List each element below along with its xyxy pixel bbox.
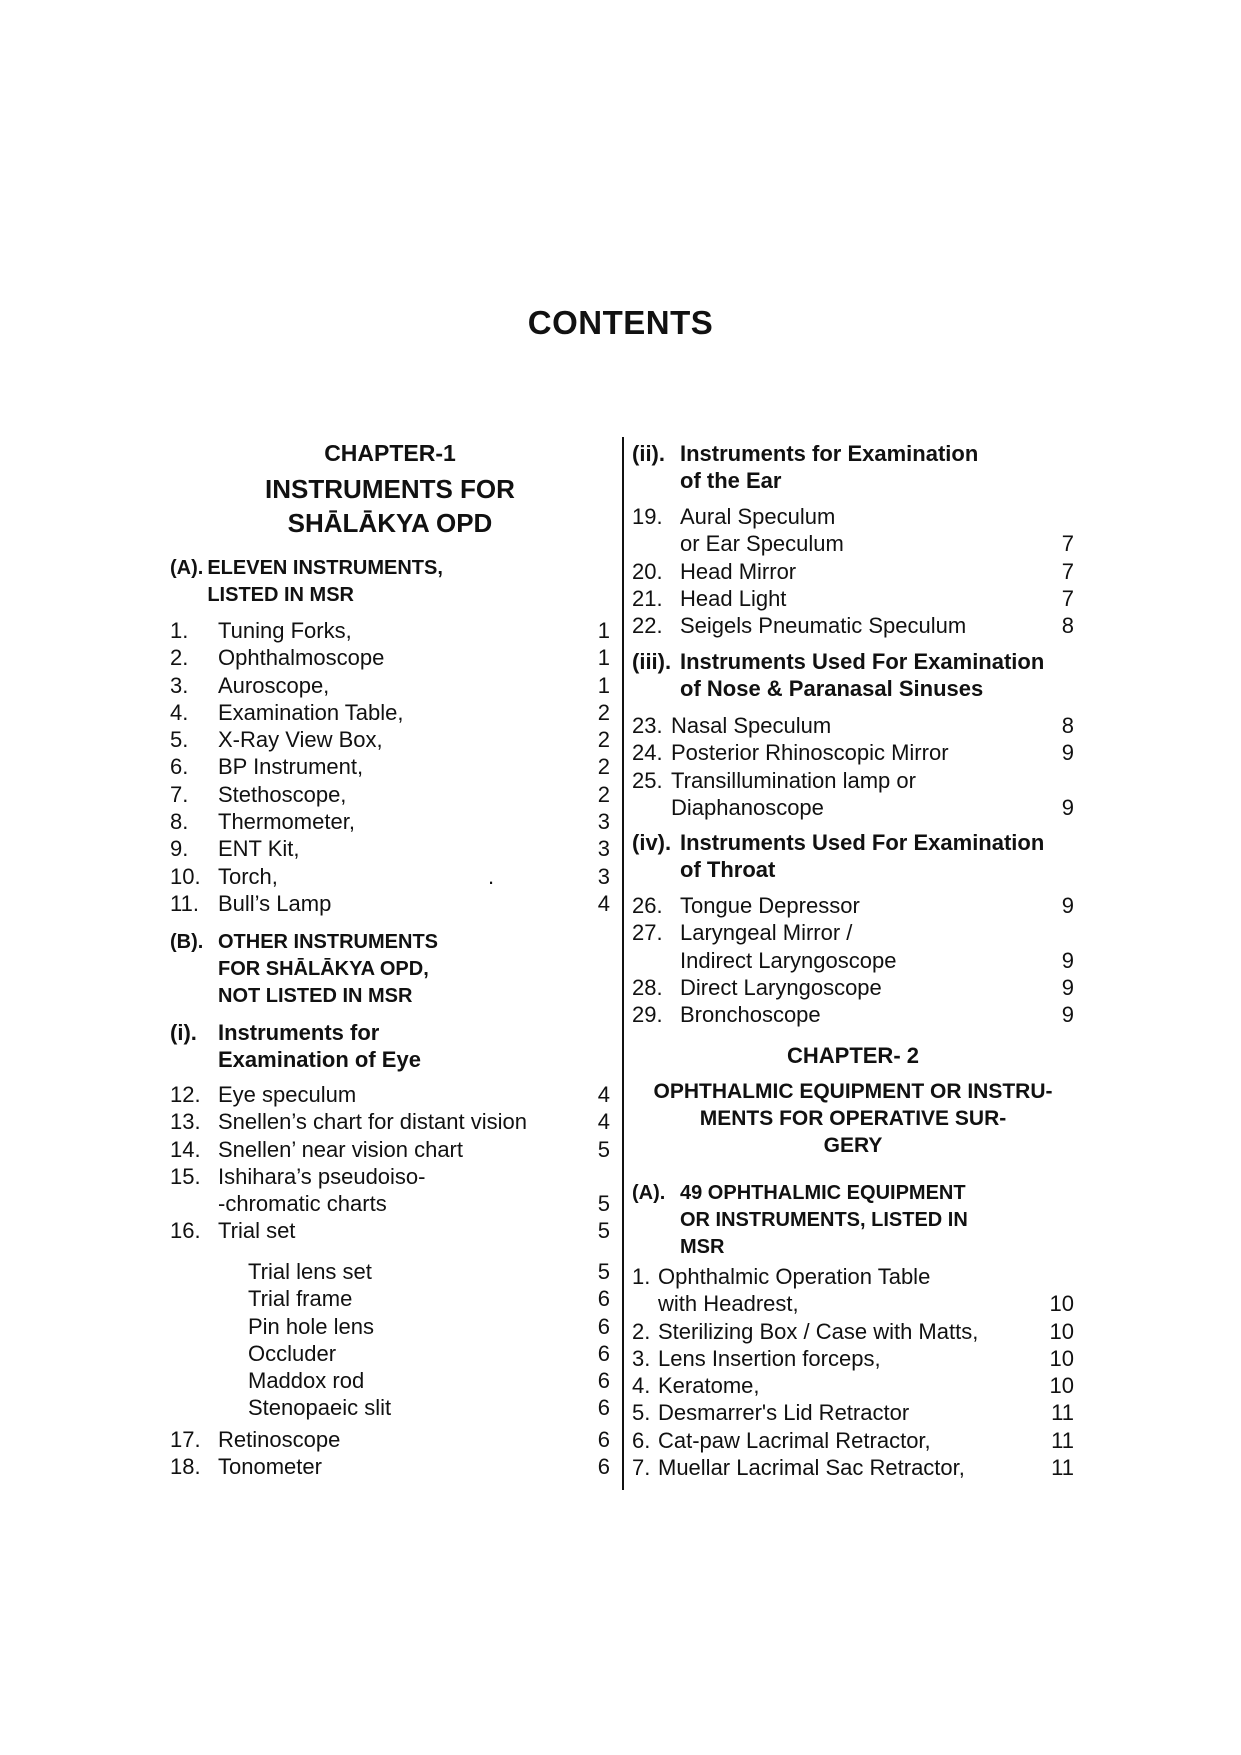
list-iv — [632, 892, 1074, 1028]
list-iii — [632, 712, 1074, 821]
toc-entry-number: 9. — [170, 836, 189, 862]
toc-entry-title: ENT Kit, — [218, 836, 300, 862]
toc-entry-page: 9 — [1061, 794, 1074, 820]
toc-entry-title: Maddox rod — [248, 1368, 365, 1394]
toc-entry-title: Torch, — [218, 863, 278, 889]
chapter-1-title-line-1: INSTRUMENTS FOR — [265, 474, 515, 504]
section-label: (iii). — [632, 649, 672, 674]
toc-entry-number: 4. — [632, 1373, 651, 1399]
toc-entry-title: Trial set — [218, 1218, 296, 1244]
toc-entry — [632, 585, 1074, 612]
toc-entry — [632, 1345, 1074, 1372]
toc-entry-number: 20. — [632, 558, 663, 584]
toc-entry-title: Head Light — [680, 585, 787, 611]
toc-entry — [170, 753, 610, 780]
toc-entry-page: 10 — [1049, 1373, 1074, 1399]
section-ii-heading — [632, 440, 1074, 494]
toc-entry-number: 27. — [632, 920, 663, 946]
toc-entry-title: Cat-paw Lacrimal Retractor, — [658, 1427, 931, 1453]
toc-entry-page: 6 — [597, 1340, 610, 1366]
toc-entry-title: Auroscope, — [218, 672, 330, 698]
toc-entry — [170, 1340, 610, 1367]
page-title: CONTENTS — [527, 304, 714, 341]
toc-entry-number: 28. — [632, 974, 663, 1000]
toc-entry-number: 18. — [170, 1454, 201, 1480]
toc-entry — [632, 1263, 1074, 1318]
toc-entry-number: 5. — [632, 1400, 651, 1426]
chapter-2-number: CHAPTER- 2 — [786, 1043, 919, 1068]
toc-entry-number: 7. — [170, 781, 189, 807]
toc-entry-page: 11 — [1051, 1400, 1074, 1426]
toc-entry-title: Trial frame — [248, 1286, 353, 1312]
toc-entry-title: Desmarrer's Lid Retractor — [658, 1400, 910, 1426]
chapter-1-number: CHAPTER-1 — [324, 440, 456, 466]
toc-entry-number: 8. — [170, 809, 189, 835]
toc-entry-title: Ishihara’s pseudoiso- -chromatic charts — [218, 1163, 426, 1217]
toc-entry-title: Stethoscope, — [218, 781, 347, 807]
toc-entry-page: 1 — [597, 618, 610, 643]
list-trial-set — [170, 1258, 610, 1422]
toc-entry — [632, 1001, 1074, 1028]
toc-entry-title: Occluder — [248, 1340, 337, 1366]
toc-entry-number: 17. — [170, 1427, 201, 1452]
toc-entry-title: Direct Laryngoscope — [680, 974, 882, 1000]
toc-entry-page: 7 — [1061, 531, 1074, 557]
toc-entry-page: 4 — [597, 1082, 610, 1107]
toc-entry — [170, 1217, 610, 1244]
section-text: Instruments Used For Examination of Throat — [680, 830, 1045, 882]
toc-entry-page: 7 — [1061, 558, 1074, 584]
toc-entry-page: 9 — [1061, 947, 1074, 973]
toc-entry-page: 2 — [597, 781, 610, 807]
toc-entry — [170, 863, 610, 890]
toc-entry-page: 8 — [1061, 713, 1074, 738]
toc-entry-title: Examination Table, — [218, 699, 404, 725]
toc-entry-number: 23. — [632, 713, 663, 738]
toc-entry-number: 22. — [632, 613, 663, 639]
toc-entry — [632, 503, 1074, 558]
toc-entry-title: Laryngeal Mirror / Indirect Laryngoscope — [680, 920, 897, 973]
toc-entry-number: 21. — [632, 585, 663, 611]
toc-entry-number: 2. — [632, 1318, 651, 1344]
toc-entry-number: 14. — [170, 1136, 201, 1162]
section-label: (ii). — [632, 441, 665, 466]
toc-entry-page: 9 — [1061, 1002, 1074, 1028]
toc-entry-number: 11. — [170, 890, 199, 916]
toc-entry-page: 5 — [597, 1191, 610, 1217]
toc-entry-number: 3. — [632, 1345, 651, 1371]
toc-entry-number: 13. — [170, 1109, 201, 1135]
list-end — [170, 1426, 610, 1481]
toc-entry — [632, 612, 1074, 639]
toc-entry — [170, 644, 610, 671]
toc-entry-page: 5 — [597, 1136, 610, 1162]
toc-entry-number: 26. — [632, 893, 663, 918]
toc-entry-number: 3. — [170, 672, 189, 698]
chapter-2-title-line-1: OPHTHALMIC EQUIPMENT OR INSTRU- — [653, 1080, 1053, 1103]
list-ii — [632, 503, 1074, 639]
toc-entry — [170, 1426, 610, 1453]
list-a — [170, 617, 610, 917]
toc-entry-page: 6 — [597, 1395, 610, 1421]
toc-entry-title: Head Mirror — [680, 558, 797, 584]
section-iii-heading — [632, 648, 1074, 702]
toc-entry-title: Seigels Pneumatic Speculum — [680, 613, 967, 639]
toc-entry — [170, 1394, 610, 1421]
toc-entry — [170, 726, 610, 753]
toc-entry-number: 16. — [170, 1218, 201, 1244]
toc-entry-page: 4 — [597, 890, 610, 916]
toc-entry-page: 2 — [597, 754, 610, 780]
toc-entry-title: Aural Speculum or Ear Speculum — [680, 504, 844, 557]
toc-entry-title: Ophthalmic Operation Table with Headrest, — [658, 1264, 931, 1317]
section-label: (A). — [170, 557, 204, 579]
toc-entry — [632, 1399, 1074, 1426]
toc-entry-page: 11 — [1051, 1455, 1074, 1481]
toc-entry-title: X-Ray View Box, — [218, 727, 383, 753]
section-label: (iv). — [632, 830, 672, 855]
toc-entry-page: 9 — [1061, 893, 1074, 918]
toc-entry-number: 12. — [170, 1082, 201, 1107]
toc-entry-title: Ophthalmoscope — [218, 645, 385, 671]
section-text: OTHER INSTRUMENTS FOR SHĀLĀKYA OPD, NOT LISTED IN MSR — [218, 931, 438, 1007]
toc-entry — [632, 1318, 1074, 1345]
toc-entry — [170, 617, 610, 644]
toc-entry-title: Thermometer, — [218, 809, 355, 835]
toc-entry-title: BP Instrument, — [218, 754, 364, 780]
toc-entry — [170, 1313, 610, 1340]
toc-entry — [170, 808, 610, 835]
toc-entry-title: Posterior Rhinoscopic Mirror — [671, 740, 949, 766]
toc-entry — [170, 1108, 610, 1135]
right-column — [632, 0, 1074, 1755]
toc-entry — [170, 1453, 610, 1480]
chapter-2-section-a-heading — [632, 1180, 1074, 1261]
toc-entry-title: Snellen’s chart for distant vision — [218, 1109, 527, 1135]
toc-entry-title: Eye speculum — [218, 1082, 357, 1107]
section-text: Instruments for Examination of the Ear — [680, 441, 979, 493]
toc-entry-page: 1 — [597, 645, 610, 671]
chapter-2-title-line-2: MENTS FOR OPERATIVE SUR- — [699, 1107, 1007, 1130]
toc-entry-page: 6 — [597, 1454, 610, 1480]
toc-entry-page: 11 — [1051, 1427, 1074, 1453]
toc-entry — [632, 767, 1074, 822]
toc-entry-page: 9 — [1061, 740, 1074, 766]
chapter-2-title-line-3: GERY — [823, 1134, 883, 1157]
toc-entry-number: 4. — [170, 699, 189, 725]
toc-entry-number: 15. — [170, 1163, 201, 1189]
section-a-heading — [170, 555, 610, 609]
toc-entry-number: 6. — [632, 1427, 651, 1453]
toc-entry-title: Keratome, — [658, 1373, 760, 1399]
toc-entry-page: 2 — [597, 699, 610, 725]
column-divider — [622, 437, 624, 1490]
toc-entry-number: 10. — [170, 863, 201, 889]
toc-entry — [632, 1454, 1074, 1481]
left-column — [170, 0, 610, 1755]
toc-entry-page: 2 — [597, 727, 610, 753]
toc-entry-page: 6 — [597, 1368, 610, 1394]
toc-entry — [170, 1163, 610, 1218]
toc-entry-number: 1. — [170, 618, 189, 643]
toc-entry-number: 25. — [632, 767, 663, 793]
list-i — [170, 1081, 610, 1245]
toc-entry-page: 3 — [597, 809, 610, 835]
toc-entry-title: Tuning Forks, — [218, 618, 352, 643]
toc-entry-page: 9 — [1061, 974, 1074, 1000]
toc-entry — [632, 1372, 1074, 1399]
toc-entry-title: Snellen’ near vision chart — [218, 1136, 463, 1162]
toc-entry-number: 7. — [632, 1455, 651, 1481]
toc-entry-title: Pin hole lens — [248, 1313, 374, 1339]
toc-entry-title: Bronchoscope — [680, 1002, 821, 1028]
section-text: Instruments Used For Examination of Nose & Paranasal Sinuses — [680, 649, 1045, 701]
toc-entry — [170, 835, 610, 862]
toc-entry-title: Retinoscope — [218, 1427, 341, 1452]
toc-entry-page: 10 — [1049, 1345, 1074, 1371]
toc-entry — [170, 699, 610, 726]
toc-entry-number: 1. — [632, 1264, 651, 1289]
toc-entry-number: 24. — [632, 740, 663, 766]
stray-dot: . — [488, 864, 495, 889]
toc-entry — [632, 739, 1074, 766]
section-label: (A). — [632, 1182, 666, 1204]
toc-entry — [170, 781, 610, 808]
toc-entry-title: Transillumination lamp or Diaphanoscope — [671, 767, 916, 820]
toc-entry — [170, 890, 610, 917]
toc-entry-title: Nasal Speculum — [671, 713, 832, 738]
section-label: (i). — [170, 1020, 197, 1045]
toc-entry-number: 2. — [170, 645, 189, 671]
toc-entry-number: 5. — [170, 727, 189, 753]
toc-entry — [632, 558, 1074, 585]
toc-entry — [170, 1081, 610, 1108]
toc-entry-title: Tonometer — [218, 1454, 322, 1480]
toc-entry — [170, 1136, 610, 1163]
section-label: (B). — [170, 931, 204, 953]
toc-entry-page: 3 — [597, 836, 610, 862]
chapter-2-list-a — [632, 1263, 1074, 1481]
toc-entry-number: 6. — [170, 754, 189, 780]
section-text: ELEVEN INSTRUMENTS, LISTED IN MSR — [207, 557, 443, 606]
section-i-heading — [170, 1019, 610, 1073]
toc-entry-title: Trial lens set — [248, 1259, 372, 1284]
toc-entry-page: 10 — [1049, 1318, 1074, 1344]
toc-entry — [170, 1367, 610, 1394]
toc-entry-page: 7 — [1061, 585, 1074, 611]
toc-entry-page: 8 — [1061, 613, 1074, 639]
toc-entry-title: Bull’s Lamp — [218, 890, 332, 916]
toc-entry-page: 5 — [597, 1259, 610, 1284]
toc-entry — [632, 892, 1074, 919]
toc-entry — [170, 1258, 610, 1285]
toc-entry-title: Sterilizing Box / Case with Matts, — [658, 1318, 979, 1344]
toc-entry — [170, 1285, 610, 1312]
section-iv-heading — [632, 829, 1074, 883]
toc-entry-page: 1 — [597, 672, 610, 698]
toc-entry — [632, 974, 1074, 1001]
toc-entry — [632, 712, 1074, 739]
toc-entry-number: 19. — [632, 504, 663, 529]
toc-entry — [632, 919, 1074, 974]
toc-entry — [170, 672, 610, 699]
toc-entry-title: Stenopaeic slit — [248, 1395, 392, 1421]
toc-entry-page: 6 — [597, 1427, 610, 1452]
toc-entry-page: 10 — [1049, 1291, 1074, 1317]
toc-entry-page: 6 — [597, 1313, 610, 1339]
section-text: 49 OPHTHALMIC EQUIPMENT OR INSTRUMENTS, LISTED IN MSR — [680, 1182, 968, 1258]
toc-entry-title: Tongue Depressor — [680, 893, 860, 918]
toc-entry-page: 6 — [597, 1286, 610, 1312]
section-b-heading — [170, 929, 610, 1010]
toc-entry-title: Muellar Lacrimal Sac Retractor, — [658, 1455, 965, 1481]
chapter-1-title-line-2: SHĀLĀKYA OPD — [287, 508, 493, 538]
toc-entry — [632, 1427, 1074, 1454]
toc-entry-page: 3 — [597, 863, 610, 889]
toc-entry-page: 5 — [597, 1218, 610, 1244]
toc-entry-page: 4 — [597, 1109, 610, 1135]
toc-entry-title: Lens Insertion forceps, — [658, 1345, 881, 1371]
toc-entry-number: 29. — [632, 1002, 663, 1028]
section-text: Instruments for Examination of Eye — [218, 1020, 421, 1072]
